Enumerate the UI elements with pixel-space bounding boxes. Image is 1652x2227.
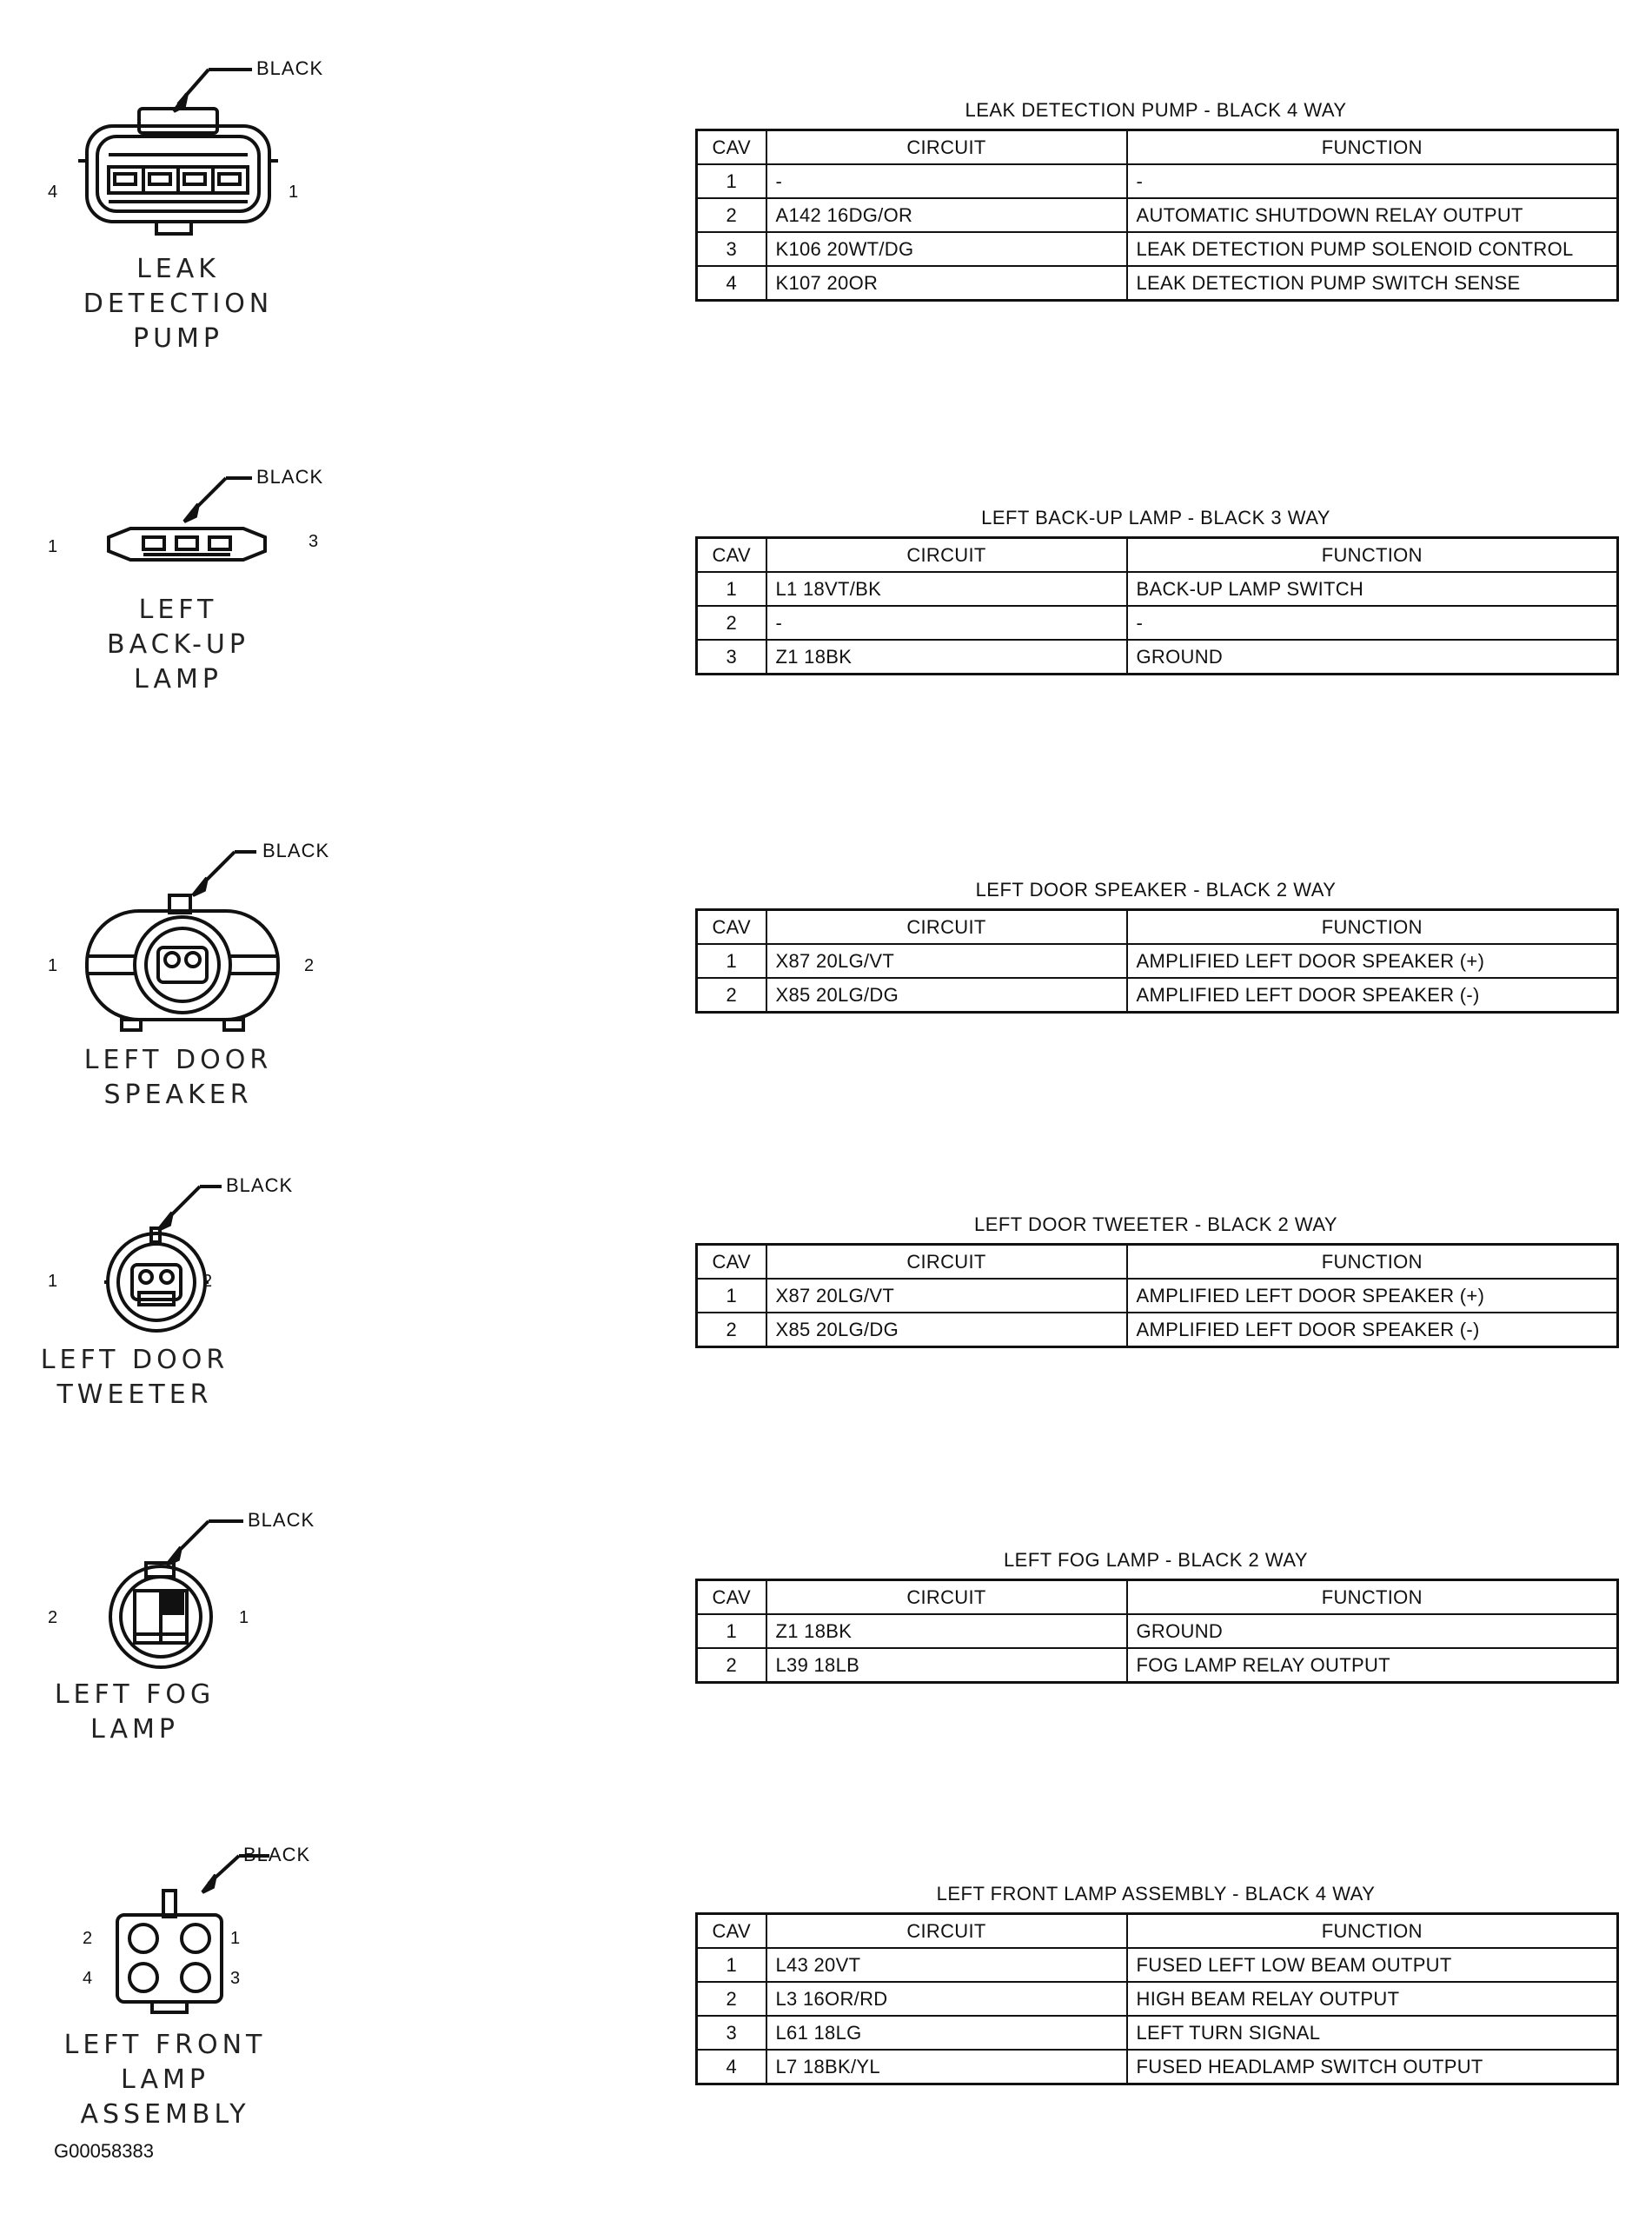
pin-number: 1 <box>48 537 58 556</box>
header-circuit: CIRCUIT <box>766 538 1127 573</box>
header-cav: CAV <box>697 1914 766 1949</box>
circuit-cell: K106 20WT/DG <box>766 232 1127 266</box>
function-cell: - <box>1127 164 1618 198</box>
connector-diagram <box>35 1169 322 1430</box>
pin-number: 1 <box>239 1608 249 1627</box>
cav-cell: 2 <box>697 1982 766 2016</box>
function-cell: - <box>1127 606 1618 640</box>
cav-cell: 2 <box>697 1648 766 1683</box>
figure-code: G00058383 <box>54 2140 154 2162</box>
pin-number: 2 <box>304 956 315 975</box>
function-cell: GROUND <box>1127 640 1618 675</box>
header-function: FUNCTION <box>1127 1914 1618 1949</box>
header-function: FUNCTION <box>1127 1580 1618 1615</box>
pin-number: 4 <box>83 1969 93 1988</box>
table-row <box>697 572 1618 606</box>
pin-number: 2 <box>83 1929 93 1948</box>
table-row <box>697 1614 1618 1648</box>
wire-color-tag: BLACK <box>262 840 330 861</box>
cav-cell: 4 <box>697 2050 766 2084</box>
connector-name: LEFT FOG LAMP <box>54 1679 216 1745</box>
table-row <box>697 1313 1618 1347</box>
connector-4-way-icon <box>35 52 322 243</box>
pin-number: 2 <box>48 1608 58 1627</box>
cav-cell: 2 <box>697 978 766 1013</box>
header-function: FUNCTION <box>1127 910 1618 945</box>
table-title: LEAK DETECTION PUMP - BLACK 4 WAY <box>965 99 1347 121</box>
connector-diagram <box>35 834 330 1130</box>
function-cell: LEAK DETECTION PUMP SOLENOID CONTROL <box>1127 232 1618 266</box>
function-cell: AMPLIFIED LEFT DOOR SPEAKER (+) <box>1127 1279 1618 1313</box>
pin-number: 3 <box>230 1969 241 1988</box>
connector-diagram <box>35 52 322 365</box>
header-circuit: CIRCUIT <box>766 1580 1127 1615</box>
table-title: LEFT DOOR SPEAKER - BLACK 2 WAY <box>975 879 1337 901</box>
circuit-cell: X85 20LG/DG <box>766 1313 1127 1347</box>
pinout-table <box>695 129 1619 302</box>
table-title: LEFT BACK-UP LAMP - BLACK 3 WAY <box>981 507 1330 528</box>
table-row <box>697 640 1618 675</box>
circuit-cell: L3 16OR/RD <box>766 1982 1127 2016</box>
pin-number: 1 <box>48 956 58 975</box>
pin-number: 1 <box>48 1272 58 1291</box>
pin-number: 1 <box>230 1929 241 1948</box>
cav-cell: 1 <box>697 1948 766 1982</box>
connector-name: LEFT DOOR TWEETER <box>40 1345 229 1410</box>
circuit-cell: L43 20VT <box>766 1948 1127 1982</box>
table-row <box>697 2016 1618 2050</box>
cav-cell: 1 <box>697 572 766 606</box>
connector-name: LEAK DETECTION PUMP <box>83 254 274 354</box>
connector-name: LEFT BACK-UP LAMP <box>107 595 249 695</box>
circuit-cell: X87 20LG/VT <box>766 944 1127 978</box>
pin-number: 3 <box>309 532 319 551</box>
pinout-table <box>695 908 1619 1014</box>
connector-2-way-speaker-icon <box>35 834 322 1034</box>
circuit-cell: L1 18VT/BK <box>766 572 1127 606</box>
function-cell: LEAK DETECTION PUMP SWITCH SENSE <box>1127 266 1618 301</box>
wire-color-tag: BLACK <box>248 1509 315 1531</box>
cav-cell: 1 <box>697 164 766 198</box>
function-cell: GROUND <box>1127 1614 1618 1648</box>
table-header-row <box>697 538 1618 573</box>
header-cav: CAV <box>697 1245 766 1280</box>
pinout-table-block <box>695 1549 1616 1684</box>
pinout-table-block <box>695 1883 1616 2085</box>
connector-diagram <box>35 461 322 713</box>
header-circuit: CIRCUIT <box>766 910 1127 945</box>
table-row <box>697 1279 1618 1313</box>
function-cell: HIGH BEAM RELAY OUTPUT <box>1127 1982 1618 2016</box>
function-cell: LEFT TURN SIGNAL <box>1127 2016 1618 2050</box>
table-header-row <box>697 910 1618 945</box>
wire-color-tag: BLACK <box>243 1844 311 1865</box>
table-row <box>697 1948 1618 1982</box>
header-cav: CAV <box>697 1580 766 1615</box>
function-cell: AUTOMATIC SHUTDOWN RELAY OUTPUT <box>1127 198 1618 232</box>
header-cav: CAV <box>697 130 766 165</box>
table-title: LEFT FRONT LAMP ASSEMBLY - BLACK 4 WAY <box>936 1883 1376 1905</box>
table-row <box>697 978 1618 1013</box>
table-title: LEFT DOOR TWEETER - BLACK 2 WAY <box>973 1213 1338 1235</box>
circuit-cell: X87 20LG/VT <box>766 1279 1127 1313</box>
header-function: FUNCTION <box>1127 538 1618 573</box>
table-row <box>697 2050 1618 2084</box>
cav-cell: 1 <box>697 944 766 978</box>
pinout-table-block <box>695 99 1616 302</box>
header-circuit: CIRCUIT <box>766 130 1127 165</box>
table-row <box>697 232 1618 266</box>
wire-color-tag: BLACK <box>256 57 324 79</box>
connector-name: LEFT DOOR SPEAKER <box>83 1045 273 1110</box>
circuit-cell: L39 18LB <box>766 1648 1127 1683</box>
pinout-table-block <box>695 1213 1616 1348</box>
table-header-row <box>697 130 1618 165</box>
circuit-cell: K107 20OR <box>766 266 1127 301</box>
header-cav: CAV <box>697 538 766 573</box>
wire-color-tag: BLACK <box>256 466 324 488</box>
wire-color-tag: BLACK <box>226 1174 294 1196</box>
cav-cell: 3 <box>697 232 766 266</box>
cav-cell: 2 <box>697 606 766 640</box>
pin-number: 4 <box>48 183 58 202</box>
function-cell: FUSED LEFT LOW BEAM OUTPUT <box>1127 1948 1618 1982</box>
cav-cell: 2 <box>697 198 766 232</box>
pinout-table <box>695 1579 1619 1684</box>
connector-name: LEFT FRONT LAMP ASSEMBLY <box>63 2030 267 2130</box>
cav-cell: 2 <box>697 1313 766 1347</box>
table-row <box>697 606 1618 640</box>
circuit-cell: Z1 18BK <box>766 1614 1127 1648</box>
function-cell: AMPLIFIED LEFT DOOR SPEAKER (-) <box>1127 978 1618 1013</box>
circuit-cell: L61 18LG <box>766 2016 1127 2050</box>
connector-diagram <box>35 1504 322 1765</box>
header-function: FUNCTION <box>1127 1245 1618 1280</box>
function-cell: FOG LAMP RELAY OUTPUT <box>1127 1648 1618 1683</box>
cav-cell: 3 <box>697 2016 766 2050</box>
header-function: FUNCTION <box>1127 130 1618 165</box>
circuit-cell: - <box>766 164 1127 198</box>
pinout-table-block <box>695 507 1616 675</box>
header-circuit: CIRCUIT <box>766 1914 1127 1949</box>
connector-diagram <box>35 1838 322 2130</box>
table-row <box>697 944 1618 978</box>
table-row <box>697 1982 1618 2016</box>
header-cav: CAV <box>697 910 766 945</box>
pin-number: 2 <box>202 1272 213 1291</box>
table-row <box>697 266 1618 301</box>
cav-cell: 1 <box>697 1614 766 1648</box>
circuit-cell: X85 20LG/DG <box>766 978 1127 1013</box>
circuit-cell: Z1 18BK <box>766 640 1127 675</box>
table-row <box>697 164 1618 198</box>
pinout-table <box>695 536 1619 675</box>
function-cell: AMPLIFIED LEFT DOOR SPEAKER (+) <box>1127 944 1618 978</box>
function-cell: AMPLIFIED LEFT DOOR SPEAKER (-) <box>1127 1313 1618 1347</box>
table-header-row <box>697 1580 1618 1615</box>
table-title: LEFT FOG LAMP - BLACK 2 WAY <box>1003 1549 1309 1571</box>
table-row <box>697 1648 1618 1683</box>
pinout-table-block <box>695 879 1616 1014</box>
circuit-cell: A142 16DG/OR <box>766 198 1127 232</box>
pinout-table <box>695 1912 1619 2085</box>
cav-cell: 1 <box>697 1279 766 1313</box>
table-header-row <box>697 1914 1618 1949</box>
header-circuit: CIRCUIT <box>766 1245 1127 1280</box>
table-header-row <box>697 1245 1618 1280</box>
pinout-table <box>695 1243 1619 1348</box>
function-cell: FUSED HEADLAMP SWITCH OUTPUT <box>1127 2050 1618 2084</box>
cav-cell: 3 <box>697 640 766 675</box>
function-cell: BACK-UP LAMP SWITCH <box>1127 572 1618 606</box>
circuit-cell: - <box>766 606 1127 640</box>
table-row <box>697 198 1618 232</box>
pin-number: 1 <box>289 183 299 202</box>
circuit-cell: L7 18BK/YL <box>766 2050 1127 2084</box>
cav-cell: 4 <box>697 266 766 301</box>
